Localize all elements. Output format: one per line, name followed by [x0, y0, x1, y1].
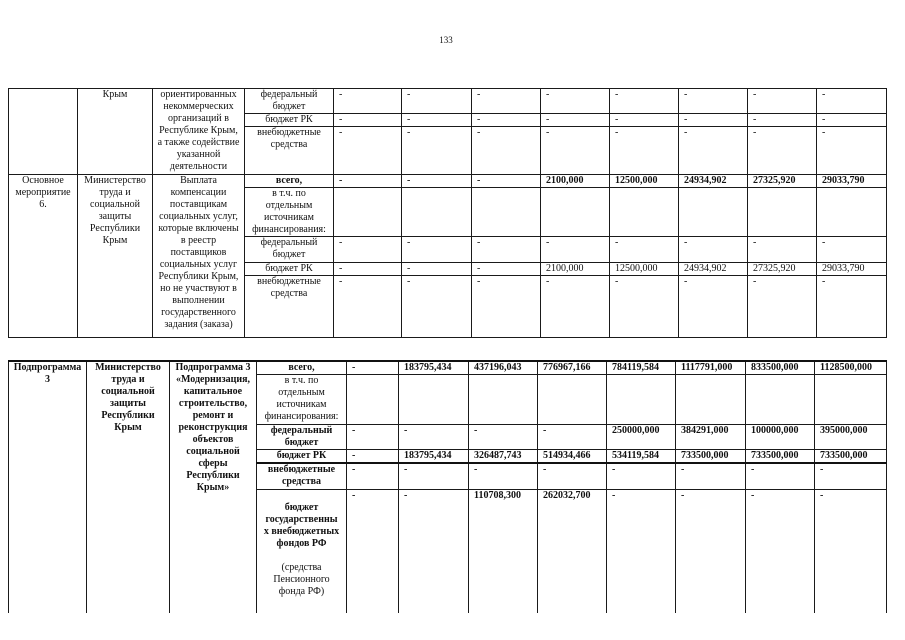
- executor-cell: Министерство труда и социальной защиты Республики Крым: [87, 361, 170, 613]
- executor-cell: Крым: [78, 89, 153, 175]
- value-cell: 27325,920: [748, 263, 817, 276]
- value-cell: 733500,000: [815, 450, 887, 464]
- value-cell: -: [334, 237, 402, 263]
- value-cell: -: [610, 237, 679, 263]
- value-cell: [399, 375, 469, 425]
- value-cell: -: [748, 114, 817, 127]
- funding-source-cell: всего,: [257, 361, 347, 375]
- value-cell: [610, 188, 679, 237]
- funding-source-cell: внебюджетные средства: [245, 127, 334, 175]
- value-cell: 384291,000: [676, 425, 746, 450]
- value-cell: -: [541, 276, 610, 338]
- value-cell: [541, 188, 610, 237]
- value-cell: [676, 375, 746, 425]
- value-cell: 12500,000: [610, 263, 679, 276]
- value-cell: 326487,743: [469, 450, 538, 464]
- value-cell: -: [402, 114, 472, 127]
- value-cell: 24934,902: [679, 175, 748, 188]
- funding-source-cell: бюджет РК: [257, 450, 347, 464]
- value-cell: [472, 188, 541, 237]
- value-cell: 12500,000: [610, 175, 679, 188]
- funding-source-cell: федеральный бюджет: [245, 89, 334, 114]
- table-row: [9, 89, 887, 114]
- value-cell: 733500,000: [676, 450, 746, 464]
- funding-source-cell: федеральный бюджет: [257, 425, 347, 450]
- value-cell: -: [402, 127, 472, 175]
- value-cell: -: [748, 237, 817, 263]
- value-cell: 100000,000: [746, 425, 815, 450]
- value-cell: 24934,902: [679, 263, 748, 276]
- value-cell: [347, 375, 399, 425]
- value-cell: -: [610, 114, 679, 127]
- value-cell: -: [610, 276, 679, 338]
- value-cell: -: [402, 175, 472, 188]
- value-cell: -: [610, 89, 679, 114]
- value-cell: [334, 188, 402, 237]
- value-cell: [679, 188, 748, 237]
- value-cell: -: [334, 276, 402, 338]
- value-cell: -: [347, 425, 399, 450]
- value-cell: 395000,000: [815, 425, 887, 450]
- value-cell: -: [607, 463, 676, 489]
- funding-source-cell: федеральный бюджет: [245, 237, 334, 263]
- value-cell: -: [607, 489, 676, 613]
- value-cell: -: [469, 463, 538, 489]
- value-cell: -: [472, 276, 541, 338]
- value-cell: -: [538, 425, 607, 450]
- value-cell: -: [538, 463, 607, 489]
- value-cell: 250000,000: [607, 425, 676, 450]
- value-cell: 29033,790: [817, 175, 887, 188]
- value-cell: -: [472, 114, 541, 127]
- value-cell: 2100,000: [541, 175, 610, 188]
- description-cell: Выплата компенсации поставщикам социальных услуг, которые включены в реестр поставщиков социальных услуг Республики Крым, но не участвуют в выполнении государственного задания (заказа): [153, 175, 245, 338]
- funding-source-label: бюджет государственны х внебюджетных фондов РФ: [263, 501, 340, 549]
- value-cell: -: [815, 489, 887, 613]
- value-cell: 2100,000: [541, 263, 610, 276]
- value-cell: -: [817, 276, 887, 338]
- value-cell: 262032,700: [538, 489, 607, 613]
- value-cell: -: [679, 127, 748, 175]
- value-cell: [746, 375, 815, 425]
- value-cell: -: [679, 276, 748, 338]
- value-cell: 183795,434: [399, 361, 469, 375]
- value-cell: 534119,584: [607, 450, 676, 464]
- program-cell: Подпрограмма 3: [9, 361, 87, 613]
- event-cell: [9, 89, 78, 175]
- value-cell: 784119,584: [607, 361, 676, 375]
- value-cell: -: [746, 463, 815, 489]
- description-cell: Подпрограмма 3 «Модернизация, капитальное строительство, ремонт и реконструкция объектов социальной сферы Республики Крым»: [170, 361, 257, 613]
- value-cell: -: [347, 450, 399, 464]
- value-cell: -: [541, 127, 610, 175]
- value-cell: 29033,790: [817, 263, 887, 276]
- page-number: 133: [439, 35, 453, 45]
- funding-table-1: [8, 88, 887, 338]
- value-cell: -: [347, 463, 399, 489]
- value-cell: -: [472, 175, 541, 188]
- value-cell: -: [541, 89, 610, 114]
- table-row: [9, 175, 887, 188]
- value-cell: -: [679, 114, 748, 127]
- value-cell: -: [541, 237, 610, 263]
- value-cell: -: [334, 89, 402, 114]
- value-cell: -: [610, 127, 679, 175]
- value-cell: -: [748, 89, 817, 114]
- value-cell: -: [746, 489, 815, 613]
- value-cell: [538, 375, 607, 425]
- value-cell: -: [815, 463, 887, 489]
- value-cell: -: [402, 237, 472, 263]
- value-cell: 1117791,000: [676, 361, 746, 375]
- value-cell: [402, 188, 472, 237]
- value-cell: -: [399, 489, 469, 613]
- description-cell: ориентированных некоммерческих организаций в Республике Крым, а также содействие указанной деятельности: [153, 89, 245, 175]
- value-cell: -: [469, 425, 538, 450]
- value-cell: 776967,166: [538, 361, 607, 375]
- value-cell: -: [748, 276, 817, 338]
- value-cell: 110708,300: [469, 489, 538, 613]
- value-cell: -: [541, 114, 610, 127]
- value-cell: -: [748, 127, 817, 175]
- value-cell: -: [817, 114, 887, 127]
- value-cell: -: [334, 263, 402, 276]
- funding-source-cell: [257, 489, 347, 613]
- value-cell: -: [817, 127, 887, 175]
- value-cell: -: [679, 89, 748, 114]
- value-cell: [607, 375, 676, 425]
- value-cell: -: [817, 237, 887, 263]
- value-cell: -: [347, 489, 399, 613]
- value-cell: -: [472, 127, 541, 175]
- value-cell: 437196,043: [469, 361, 538, 375]
- value-cell: -: [676, 463, 746, 489]
- value-cell: -: [399, 425, 469, 450]
- value-cell: -: [334, 114, 402, 127]
- value-cell: 833500,000: [746, 361, 815, 375]
- funding-source-cell: бюджет РК: [245, 263, 334, 276]
- value-cell: [469, 375, 538, 425]
- value-cell: -: [402, 276, 472, 338]
- funding-source-note: (средства Пенсионного фонда РФ): [273, 561, 330, 597]
- value-cell: [817, 188, 887, 237]
- value-cell: -: [334, 175, 402, 188]
- value-cell: [748, 188, 817, 237]
- value-cell: -: [676, 489, 746, 613]
- value-cell: 27325,920: [748, 175, 817, 188]
- value-cell: -: [472, 237, 541, 263]
- funding-table-2: [8, 360, 887, 613]
- value-cell: -: [679, 237, 748, 263]
- event-cell: Основное мероприятие 6.: [9, 175, 78, 338]
- value-cell: -: [402, 263, 472, 276]
- funding-source-cell: внебюджетные средства: [245, 276, 334, 338]
- funding-source-cell: внебюджетные средства: [257, 463, 347, 489]
- value-cell: -: [347, 361, 399, 375]
- value-cell: 733500,000: [746, 450, 815, 464]
- funding-source-cell: в т.ч. по отдельным источникам финансирования:: [257, 375, 347, 425]
- funding-source-cell: бюджет РК: [245, 114, 334, 127]
- value-cell: -: [399, 463, 469, 489]
- value-cell: -: [334, 127, 402, 175]
- value-cell: [815, 375, 887, 425]
- value-cell: 1128500,000: [815, 361, 887, 375]
- funding-source-cell: всего,: [245, 175, 334, 188]
- value-cell: -: [472, 263, 541, 276]
- value-cell: -: [402, 89, 472, 114]
- value-cell: 183795,434: [399, 450, 469, 464]
- executor-cell: Министерство труда и социальной защиты Республики Крым: [78, 175, 153, 338]
- value-cell: -: [472, 89, 541, 114]
- table-row: [9, 361, 887, 375]
- value-cell: 514934,466: [538, 450, 607, 464]
- value-cell: -: [817, 89, 887, 114]
- funding-source-cell: в т.ч. по отдельным источникам финансирования:: [245, 188, 334, 237]
